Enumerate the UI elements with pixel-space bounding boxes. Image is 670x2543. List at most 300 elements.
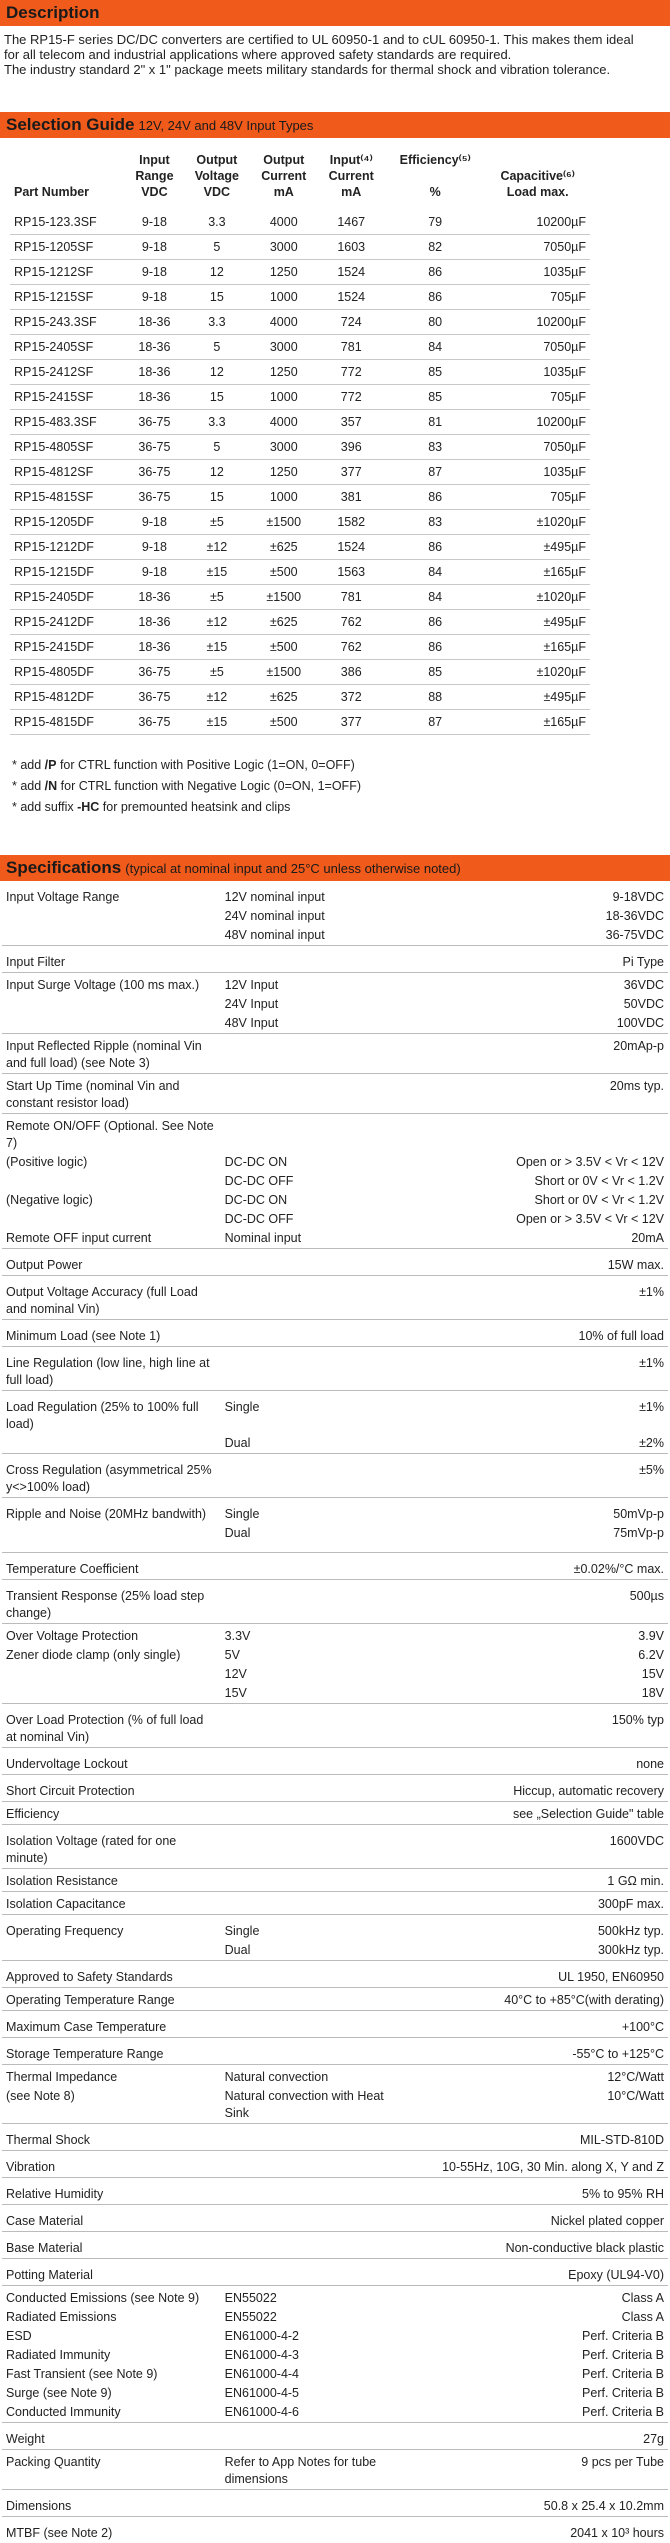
spec-value: +100°C (409, 2011, 668, 2038)
spec-row (2, 1074, 668, 1114)
spec-condition (221, 1320, 410, 1347)
table-cell: ±5 (184, 585, 250, 610)
table-cell: ±1020µF (485, 660, 590, 685)
spec-value: Nickel plated copper (409, 2205, 668, 2232)
spec-parameter: Remote ON/OFF (Optional. See Note 7) (2, 1114, 221, 1154)
table-cell: 15 (184, 285, 250, 310)
spec-value: 10°C/Watt (409, 2087, 668, 2124)
spec-parameter: Operating Temperature Range (2, 1988, 221, 2011)
table-cell: 9-18 (125, 560, 184, 585)
spec-parameter: Weight (2, 2423, 221, 2450)
description-line: The RP15-F series DC/DC converters are certified to UL 60950-1 and to cUL 60950-1. This makes them ideal (4, 32, 666, 47)
spec-row (2, 1961, 668, 1988)
spec-row (2, 2205, 668, 2232)
table-row (10, 710, 590, 735)
spec-value: 50mVp-p (409, 1498, 668, 1525)
spec-row (2, 2365, 668, 2384)
spec-parameter: (Negative logic) (2, 1191, 221, 1210)
table-cell: 10200µF (485, 310, 590, 335)
selection-table-body (10, 210, 590, 735)
table-cell: RP15-1212DF (10, 535, 125, 560)
spec-row (2, 907, 668, 926)
specifications-header (0, 855, 670, 881)
spec-row (2, 2450, 668, 2490)
table-cell: 1603 (318, 235, 385, 260)
spec-row (2, 1191, 668, 1210)
spec-value: 20mAp-p (409, 1034, 668, 1074)
order-note: * add /N for CTRL function with Negative Logic (0=ON, 1=OFF) (12, 776, 658, 797)
spec-parameter: Transient Response (25% load step change) (2, 1580, 221, 1624)
table-cell: 381 (318, 485, 385, 510)
spec-condition: Natural convection with Heat Sink (221, 2087, 410, 2124)
table-cell: RP15-4815DF (10, 710, 125, 735)
spec-condition (221, 1869, 410, 1892)
selection-table (10, 148, 590, 735)
table-cell: 15 (184, 485, 250, 510)
spec-condition: 24V Input (221, 995, 410, 1014)
spec-value: 300kHz typ. (409, 1941, 668, 1961)
spec-parameter: Fast Transient (see Note 9) (2, 2365, 221, 2384)
table-cell: ±1500 (250, 660, 317, 685)
spec-condition (221, 1802, 410, 1825)
spec-value: none (409, 1748, 668, 1775)
spec-row (2, 1249, 668, 1276)
table-cell: 1035µF (485, 260, 590, 285)
table-cell: 86 (385, 485, 485, 510)
table-cell: RP15-1205SF (10, 235, 125, 260)
spec-value: 3.9V (409, 1624, 668, 1647)
spec-condition: Single (221, 1498, 410, 1525)
col-output-voltage: Output Voltage VDC (184, 148, 250, 210)
table-cell: 18-36 (125, 635, 184, 660)
spec-parameter: Thermal Shock (2, 2124, 221, 2151)
table-cell: RP15-2415DF (10, 635, 125, 660)
spec-condition (221, 2178, 410, 2205)
spec-row (2, 1276, 668, 1320)
spec-condition (221, 1580, 410, 1624)
table-cell: 5 (184, 335, 250, 360)
spec-row (2, 1014, 668, 1034)
table-row (10, 360, 590, 385)
spec-row (2, 946, 668, 973)
col-input-range: Input Range VDC (125, 148, 184, 210)
table-cell: ±1500 (250, 510, 317, 535)
spec-parameter: Relative Humidity (2, 2178, 221, 2205)
table-cell: 36-75 (125, 685, 184, 710)
table-cell: 1524 (318, 260, 385, 285)
spec-condition: Nominal input (221, 1229, 410, 1249)
spec-condition (221, 1892, 410, 1915)
table-cell: ±165µF (485, 635, 590, 660)
table-row (10, 685, 590, 710)
description-line: for all telecom and industrial applications where approved safety standards are required. (4, 47, 666, 62)
spec-value: ±1% (409, 1347, 668, 1391)
spec-row (2, 2124, 668, 2151)
spec-parameter: Surge (see Note 9) (2, 2384, 221, 2403)
spec-value (409, 1114, 668, 1154)
spec-condition (221, 1748, 410, 1775)
spec-row (2, 1320, 668, 1347)
table-cell: 36-75 (125, 460, 184, 485)
description-header (0, 0, 670, 26)
spec-value: ±2% (409, 1434, 668, 1454)
spec-row (2, 1524, 668, 1553)
spec-condition (221, 1454, 410, 1498)
spec-value: ±1% (409, 1391, 668, 1435)
spec-parameter: Input Reflected Ripple (nominal Vin and full load) (see Note 3) (2, 1034, 221, 1074)
table-cell: 762 (318, 635, 385, 660)
table-cell: 10200µF (485, 210, 590, 235)
spec-row (2, 973, 668, 996)
table-cell: 18-36 (125, 585, 184, 610)
spec-value: Hiccup, automatic recovery (409, 1775, 668, 1802)
spec-parameter (2, 907, 221, 926)
spec-row (2, 1869, 668, 1892)
spec-parameter: MTBF (see Note 2) (2, 2517, 221, 2543)
table-cell: 86 (385, 635, 485, 660)
spec-condition (221, 2490, 410, 2517)
selection-guide-title: Selection Guide (6, 115, 134, 134)
spec-row (2, 1775, 668, 1802)
table-cell: ±625 (250, 610, 317, 635)
spec-condition (221, 946, 410, 973)
spec-value: 20ms typ. (409, 1074, 668, 1114)
spec-value: Class A (409, 2308, 668, 2327)
spec-parameter: Storage Temperature Range (2, 2038, 221, 2065)
table-cell: 15 (184, 385, 250, 410)
selection-guide-header (0, 112, 670, 138)
spec-condition (221, 1114, 410, 1154)
spec-condition (221, 1249, 410, 1276)
spec-parameter: Start Up Time (nominal Vin and constant resistor load) (2, 1074, 221, 1114)
spec-condition: 12V nominal input (221, 885, 410, 907)
spec-value: 1 GΩ min. (409, 1869, 668, 1892)
spec-value: 50.8 x 25.4 x 10.2mm (409, 2490, 668, 2517)
table-row (10, 610, 590, 635)
spec-parameter (2, 995, 221, 1014)
table-cell: 10200µF (485, 410, 590, 435)
spec-parameter: Input Surge Voltage (100 ms max.) (2, 973, 221, 996)
spec-condition: EN61000-4-4 (221, 2365, 410, 2384)
table-cell: 36-75 (125, 410, 184, 435)
table-cell: RP15-4812SF (10, 460, 125, 485)
table-cell: RP15-2412SF (10, 360, 125, 385)
description-line: The industry standard 2" x 1" package meets military standards for thermal shock and vibration tolerance. (4, 62, 666, 77)
table-cell: 1524 (318, 535, 385, 560)
spec-condition: Dual (221, 1941, 410, 1961)
table-cell: 9-18 (125, 260, 184, 285)
spec-condition: Single (221, 1391, 410, 1435)
table-cell: 84 (385, 585, 485, 610)
table-cell: 9-18 (125, 535, 184, 560)
spec-row (2, 1624, 668, 1647)
table-cell: 87 (385, 460, 485, 485)
table-cell: 86 (385, 285, 485, 310)
table-row (10, 535, 590, 560)
spec-row (2, 1704, 668, 1748)
table-row (10, 585, 590, 610)
spec-row (2, 926, 668, 946)
table-cell: 1524 (318, 285, 385, 310)
table-cell: ±500 (250, 710, 317, 735)
table-cell: ±625 (250, 685, 317, 710)
table-cell: 84 (385, 335, 485, 360)
col-input-current: Input⁽⁴⁾ Current mA (318, 148, 385, 210)
spec-value: 5% to 95% RH (409, 2178, 668, 2205)
spec-condition: EN61000-4-6 (221, 2403, 410, 2423)
table-cell: 1582 (318, 510, 385, 535)
spec-condition: EN55022 (221, 2308, 410, 2327)
spec-value: Epoxy (UL94-V0) (409, 2259, 668, 2286)
table-cell: 18-36 (125, 360, 184, 385)
spec-value: 50VDC (409, 995, 668, 1014)
spec-value: Short or 0V < Vr < 1.2V (409, 1172, 668, 1191)
spec-value: 500kHz typ. (409, 1915, 668, 1942)
spec-condition (221, 1961, 410, 1988)
spec-parameter: Over Load Protection (% of full load at nominal Vin) (2, 1704, 221, 1748)
spec-value: 15W max. (409, 1249, 668, 1276)
spec-parameter: Remote OFF input current (2, 1229, 221, 1249)
spec-row (2, 2384, 668, 2403)
spec-parameter: Thermal Impedance (2, 2065, 221, 2088)
spec-condition: 12V (221, 1665, 410, 1684)
spec-row (2, 1210, 668, 1229)
col-output-current: Output Current mA (250, 148, 317, 210)
spec-parameter (2, 926, 221, 946)
table-cell: 705µF (485, 485, 590, 510)
table-cell: RP15-243.3SF (10, 310, 125, 335)
table-cell: RP15-4805DF (10, 660, 125, 685)
spec-condition (221, 1704, 410, 1748)
table-cell: 4000 (250, 210, 317, 235)
spec-parameter: Line Regulation (low line, high line at full load) (2, 1347, 221, 1391)
table-cell: 85 (385, 385, 485, 410)
spec-parameter (2, 1524, 221, 1553)
table-cell: 83 (385, 510, 485, 535)
spec-value: Perf. Criteria B (409, 2384, 668, 2403)
table-cell: 357 (318, 410, 385, 435)
table-cell: ±495µF (485, 685, 590, 710)
table-cell: 781 (318, 335, 385, 360)
table-cell: 3.3 (184, 410, 250, 435)
table-cell: 82 (385, 235, 485, 260)
table-row (10, 310, 590, 335)
spec-parameter (2, 1172, 221, 1191)
table-cell: 1000 (250, 285, 317, 310)
spec-condition: Dual (221, 1524, 410, 1553)
table-cell: RP15-2405SF (10, 335, 125, 360)
table-cell: ±165µF (485, 710, 590, 735)
table-cell: 7050µF (485, 335, 590, 360)
spec-value: 100VDC (409, 1014, 668, 1034)
spec-parameter: Efficiency (2, 1802, 221, 1825)
table-cell: 5 (184, 235, 250, 260)
table-cell: 86 (385, 535, 485, 560)
spec-row (2, 1684, 668, 1704)
spec-row (2, 1434, 668, 1454)
spec-parameter: Conducted Immunity (2, 2403, 221, 2423)
spec-value: -55°C to +125°C (409, 2038, 668, 2065)
spec-row (2, 1153, 668, 1172)
table-row (10, 285, 590, 310)
spec-parameter: Dimensions (2, 2490, 221, 2517)
table-cell: 377 (318, 710, 385, 735)
table-cell: 1563 (318, 560, 385, 585)
spec-condition: 15V (221, 1684, 410, 1704)
table-cell: RP15-4815SF (10, 485, 125, 510)
table-cell: ±12 (184, 685, 250, 710)
spec-value: Non-conductive black plastic (409, 2232, 668, 2259)
spec-value: 75mVp-p (409, 1524, 668, 1553)
table-cell: 87 (385, 710, 485, 735)
spec-value: 20mA (409, 1229, 668, 1249)
table-cell: 86 (385, 610, 485, 635)
table-cell: 1035µF (485, 460, 590, 485)
table-cell: ±500 (250, 560, 317, 585)
order-note: * add /P for CTRL function with Positive Logic (1=ON, 0=OFF) (12, 755, 658, 776)
table-cell: 9-18 (125, 210, 184, 235)
spec-row (2, 1915, 668, 1942)
table-cell: 1000 (250, 385, 317, 410)
table-cell: 18-36 (125, 610, 184, 635)
spec-condition (221, 1034, 410, 1074)
table-row (10, 335, 590, 360)
spec-row (2, 1553, 668, 1580)
table-cell: 36-75 (125, 435, 184, 460)
spec-value: see „Selection Guide" table (409, 1802, 668, 1825)
table-row (10, 560, 590, 585)
table-cell: 36-75 (125, 660, 184, 685)
spec-condition: DC-DC ON (221, 1153, 410, 1172)
table-cell: RP15-4805SF (10, 435, 125, 460)
table-cell: RP15-123.3SF (10, 210, 125, 235)
table-cell: 3.3 (184, 210, 250, 235)
table-cell: 85 (385, 660, 485, 685)
table-cell: 18-36 (125, 385, 184, 410)
spec-row (2, 995, 668, 1014)
table-cell: ±5 (184, 660, 250, 685)
spec-condition (221, 2124, 410, 2151)
table-cell: ±15 (184, 635, 250, 660)
table-row (10, 410, 590, 435)
table-row (10, 635, 590, 660)
spec-row (2, 2490, 668, 2517)
table-row (10, 485, 590, 510)
table-cell: 12 (184, 260, 250, 285)
spec-condition (221, 2423, 410, 2450)
description-title: Description (6, 3, 100, 22)
table-cell: 1250 (250, 260, 317, 285)
spec-parameter: Zener diode clamp (only single) (2, 1646, 221, 1665)
table-cell: 9-18 (125, 285, 184, 310)
spec-parameter: ESD (2, 2327, 221, 2346)
table-cell: ±495µF (485, 610, 590, 635)
selection-guide-subtitle: 12V, 24V and 48V Input Types (138, 118, 313, 133)
spec-parameter: Output Voltage Accuracy (full Load and nominal Vin) (2, 1276, 221, 1320)
table-cell: 9-18 (125, 510, 184, 535)
specifications-table (2, 885, 668, 2543)
spec-condition: DC-DC OFF (221, 1172, 410, 1191)
spec-condition (221, 2517, 410, 2543)
spec-parameter: Short Circuit Protection (2, 1775, 221, 1802)
table-cell: ±15 (184, 710, 250, 735)
spec-parameter: Radiated Immunity (2, 2346, 221, 2365)
table-cell: 7050µF (485, 435, 590, 460)
spec-value: 15V (409, 1665, 668, 1684)
spec-value: ±5% (409, 1454, 668, 1498)
table-row (10, 460, 590, 485)
table-cell: 5 (184, 435, 250, 460)
spec-parameter: Packing Quantity (2, 2450, 221, 2490)
spec-condition: 12V Input (221, 973, 410, 996)
table-cell: 762 (318, 610, 385, 635)
spec-row (2, 2423, 668, 2450)
spec-row (2, 1454, 668, 1498)
table-cell: RP15-1215SF (10, 285, 125, 310)
spec-condition: EN61000-4-5 (221, 2384, 410, 2403)
spec-value: Short or 0V < Vr < 1.2V (409, 1191, 668, 1210)
description-body (0, 26, 670, 112)
spec-condition (221, 2151, 410, 2178)
spec-parameter: Approved to Safety Standards (2, 1961, 221, 1988)
spec-row (2, 1498, 668, 1525)
table-cell: 724 (318, 310, 385, 335)
spec-row (2, 2259, 668, 2286)
spec-row (2, 2286, 668, 2309)
spec-parameter: Undervoltage Lockout (2, 1748, 221, 1775)
spec-parameter: Over Voltage Protection (2, 1624, 221, 1647)
spec-value: 9-18VDC (409, 885, 668, 907)
spec-row (2, 1229, 668, 1249)
spec-condition (221, 1276, 410, 1320)
specifications-subtitle: (typical at nominal input and 25°C unless otherwise noted) (125, 861, 460, 876)
spec-row (2, 2151, 668, 2178)
spec-parameter: Conducted Emissions (see Note 9) (2, 2286, 221, 2309)
spec-parameter: Potting Material (2, 2259, 221, 2286)
table-cell: ±165µF (485, 560, 590, 585)
spec-parameter: Isolation Resistance (2, 1869, 221, 1892)
col-efficiency: Efficiency⁽⁵⁾ % (385, 148, 485, 210)
table-cell: RP15-483.3SF (10, 410, 125, 435)
table-cell: 3.3 (184, 310, 250, 335)
spec-value: Perf. Criteria B (409, 2403, 668, 2423)
table-row (10, 210, 590, 235)
spec-parameter (2, 1684, 221, 1704)
table-cell: ±5 (184, 510, 250, 535)
spec-value: 500µs (409, 1580, 668, 1624)
spec-value: 1600VDC (409, 1825, 668, 1869)
table-cell: 36-75 (125, 485, 184, 510)
table-cell: 705µF (485, 385, 590, 410)
spec-row (2, 2346, 668, 2365)
spec-row (2, 1391, 668, 1435)
spec-row (2, 1802, 668, 1825)
table-cell: 772 (318, 360, 385, 385)
table-cell: 1467 (318, 210, 385, 235)
table-cell: 12 (184, 360, 250, 385)
spec-parameter (2, 1014, 221, 1034)
spec-parameter (2, 1210, 221, 1229)
spec-parameter (2, 1665, 221, 1684)
table-cell: 4000 (250, 310, 317, 335)
spec-parameter: (see Note 8) (2, 2087, 221, 2124)
spec-row (2, 1347, 668, 1391)
col-part-number: Part Number (10, 148, 125, 210)
table-row (10, 260, 590, 285)
spec-parameter: Input Voltage Range (2, 885, 221, 907)
spec-parameter (2, 1941, 221, 1961)
table-row (10, 235, 590, 260)
